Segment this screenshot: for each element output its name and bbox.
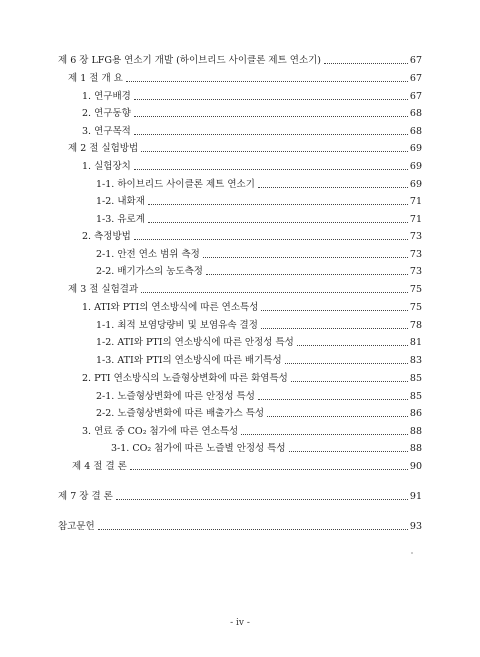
toc-entry-label: 2. 측정방법 (82, 231, 131, 242)
toc-entry-label: 1-1. 최적 보염당량비 및 보염유속 결정 (96, 320, 258, 331)
toc-row (96, 177, 422, 191)
dot-leader (203, 257, 408, 258)
dot-leader (134, 116, 408, 117)
toc-page-number: 88 (409, 443, 422, 454)
page-footer-number: - iv - (230, 618, 250, 628)
dot-leader (291, 381, 408, 382)
dot-leader (126, 81, 408, 82)
toc-entry-label: 참고문헌 (58, 521, 95, 532)
toc-entry-label: 2-2. 배기가스의 농도측정 (96, 266, 203, 277)
dot-leader (134, 169, 408, 170)
toc-page-number: 73 (409, 266, 422, 277)
toc-entry-label: 3. 연구목적 (82, 126, 131, 137)
toc-entry-label: 1. 연구배경 (82, 91, 131, 102)
toc-page-number: 69 (409, 143, 422, 154)
toc-page-number: 67 (409, 73, 422, 84)
dot-leader (116, 499, 408, 500)
dot-leader (258, 187, 408, 188)
toc-entry-label: 3. 연료 중 CO₂ 첨가에 따른 연소특성 (82, 426, 239, 437)
toc-page-number: 68 (409, 126, 422, 137)
toc-page-number: 88 (409, 426, 422, 437)
toc-entry-label: 1-3. ATI와 PTI의 연소방식에 따른 배기특성 (96, 355, 282, 366)
toc-row (58, 519, 422, 533)
toc-row (96, 264, 422, 278)
toc-row (82, 300, 422, 314)
toc-page-number: 67 (409, 91, 422, 102)
toc-entry-label: 1-2. 내화재 (96, 196, 145, 207)
toc-row (96, 389, 422, 403)
toc-row (111, 441, 422, 455)
toc-row (68, 141, 422, 155)
toc-entry-label: 1-1. 하이브리드 사이클론 제트 연소기 (96, 179, 255, 190)
toc-page-number: 75 (409, 284, 422, 295)
dot-leader (134, 239, 408, 240)
dot-leader (141, 151, 408, 152)
toc-row (96, 353, 422, 367)
toc-page-number: 85 (409, 391, 422, 402)
dot-leader (134, 134, 408, 135)
dot-leader (297, 345, 408, 346)
toc-page-number: 69 (409, 179, 422, 190)
toc-page-number: 71 (409, 214, 422, 225)
toc-page-number: 71 (409, 196, 422, 207)
dot-leader (324, 63, 408, 64)
toc-row (82, 229, 422, 243)
toc-entry-label: 2-1. 안전 연소 범위 측정 (96, 249, 200, 260)
dot-leader (98, 529, 408, 530)
toc-page-number: 93 (409, 521, 422, 532)
toc-entry-label: 2-1. 노즐형상변화에 따른 안정성 특성 (96, 391, 255, 402)
toc-entry-label: 제 7 장 결 론 (58, 491, 113, 502)
toc-page-number: 68 (409, 108, 422, 119)
toc-row (72, 459, 422, 473)
toc-page-number: 81 (409, 337, 422, 348)
toc-page-number: 86 (409, 408, 422, 419)
toc-row (82, 124, 422, 138)
dot-leader (258, 399, 408, 400)
dot-leader (261, 328, 408, 329)
toc-page-number: 73 (409, 249, 422, 260)
toc-row (82, 106, 422, 120)
toc-entry-label: 제 1 절 개 요 (68, 73, 123, 84)
toc-page-number: 85 (409, 373, 422, 384)
toc-page-number: 67 (409, 55, 422, 66)
dot-leader (261, 310, 408, 311)
toc-entry-label: 3-1. CO₂ 첨가에 따른 노즐별 안정성 특성 (111, 443, 286, 454)
toc-row (68, 71, 422, 85)
toc-row (82, 159, 422, 173)
toc-entry-label: 제 4 절 결 론 (72, 461, 127, 472)
toc-page-number: 73 (409, 231, 422, 242)
toc-entry-label: 제 6 장 LFG용 연소기 개발 (하이브리드 사이클론 제트 연소기) (58, 55, 322, 66)
toc-row (96, 318, 422, 332)
dot-leader (206, 274, 408, 275)
toc-entry-label: 2. 연구동향 (82, 108, 131, 119)
toc-entry-label: 2. PTI 연소방식의 노즐형상변화에 따른 화염특성 (82, 373, 288, 384)
dot-leader (267, 416, 408, 417)
toc-row (82, 424, 422, 438)
dot-leader (241, 434, 408, 435)
toc-row (96, 335, 422, 349)
toc-page-number: 78 (409, 320, 422, 331)
toc-row (96, 406, 422, 420)
toc-row (58, 53, 422, 67)
scan-speck (411, 552, 413, 554)
toc-row (96, 194, 422, 208)
toc-page-number: 69 (409, 161, 422, 172)
toc-page-number: 83 (409, 355, 422, 366)
toc-entry-label: 제 3 절 실험결과 (68, 284, 139, 295)
toc-entry-label: 2-2. 노즐형상변화에 따른 배출가스 특성 (96, 408, 265, 419)
toc-entry-label: 1. 실험장치 (82, 161, 131, 172)
toc-entry-label: 1-3. 유로계 (96, 214, 145, 225)
toc-row (96, 247, 422, 261)
toc-page-number: 90 (409, 461, 422, 472)
toc-entry-label: 1. ATI와 PTI의 연소방식에 따른 연소특성 (82, 302, 259, 313)
toc-page-number: 75 (409, 302, 422, 313)
toc-entry-label: 제 2 절 실험방법 (68, 143, 139, 154)
toc-entry-label: 1-2. ATI와 PTI의 연소방식에 따른 안정성 특성 (96, 337, 294, 348)
dot-leader (148, 222, 408, 223)
toc-row (68, 282, 422, 296)
dot-leader (148, 204, 408, 205)
dot-leader (134, 99, 408, 100)
dot-leader (289, 451, 408, 452)
dot-leader (141, 292, 408, 293)
dot-leader (285, 363, 408, 364)
toc-page-number: 91 (409, 491, 422, 502)
dot-leader (130, 469, 408, 470)
toc-row (58, 489, 422, 503)
toc-row (96, 212, 422, 226)
toc-row (82, 371, 422, 385)
toc-row (82, 89, 422, 103)
